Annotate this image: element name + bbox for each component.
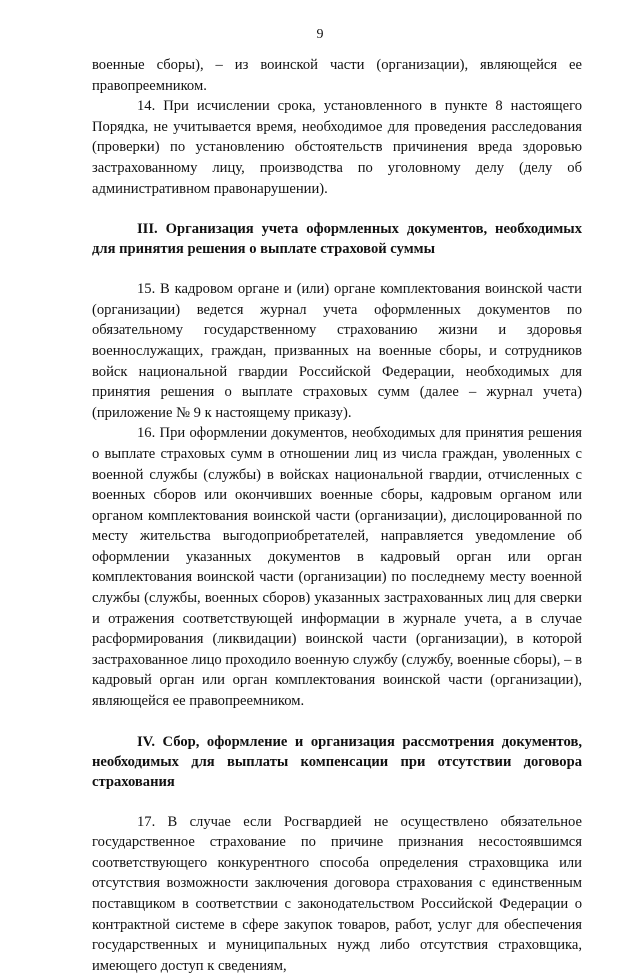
page-number: 9 (316, 27, 324, 42)
spacer (92, 712, 582, 732)
spacer (92, 792, 582, 812)
paragraph-15: 15. В кадровом органе и (или) органе комплектования воинской части (организации) ведется журнал учета оформленных документов по обязательному государственному страхованию жизни и здоровья военнослужащих, граждан, призванных на военные сборы, и сотрудников войск национальной гвардии Российской Федерации, необходимых для принятия решения о выплате страховых сумм (далее – журнал учета) (приложение № 9 к настоящему приказу). (92, 281, 582, 421)
section-heading-4: IV. Сбор, оформление и организация рассмотрения документов, необходимых для выплаты компенсации при отсутствии договора страхования (92, 733, 582, 790)
spacer (92, 199, 582, 219)
paragraph-continuation: военные сборы), – из воинской части (организации), являющейся ее правопреемником. (92, 57, 582, 94)
section-heading-3: III. Организация учета оформленных документов, необходимых для принятия решения о выплате страховой суммы (92, 221, 582, 258)
paragraph-16: 16. При оформлении документов, необходимых для принятия решения о выплате страховых сумм в отношении лиц из числа граждан, уволенных с военной службы (службы) в войсках национальной гвардии, отчисленных с военных сборов или окончивших военные сборы, кадровым органом или органом комплектования воинской части (организации), дислоцированной по месту жительства выгодоприобретателей, направляется уведомление об оформлении указанных документов в кадровый орган или орган комплектования воинской части (организации) по последнему месту военной службы (службы, военных сборов) указанных застрахованных лиц для сверки и отражения соответствующей информации в журнале учета, а в случае расформирования (ликвидации) воинской части (организации), в которой застрахованное лицо проходило военную службу (службу, военные сборы), – в кадровый орган или орган комплектования воинской части (организации), являющейся ее правопреемником. (92, 425, 582, 710)
paragraph-14: 14. При исчислении срока, установленного в пункте 8 настоящего Порядка, не учитывается время, необходимое для проведения расследования (проверки) по установлению обстоятельств причинения вреда здоровью застрахованному лицу, производства по уголовному делу (делу об административном правонарушении). (92, 98, 582, 197)
paragraph-17: 17. В случае если Росгвардией не осуществлено обязательное государственное страхование по причине признания несостоявшимся соответствующего конкурентного способа определения страховщика или отсутствия возможности заключения договора страхования с единственным поставщиком в соответствии с законодательством Российской Федерации о контрактной системе в сфере закупок товаров, работ, услуг для обеспечения государственных и муниципальных нужд либо отсутствия страховщика, имеющего доступ к сведениям, (92, 813, 582, 974)
spacer (92, 259, 582, 279)
document-body (92, 55, 582, 976)
